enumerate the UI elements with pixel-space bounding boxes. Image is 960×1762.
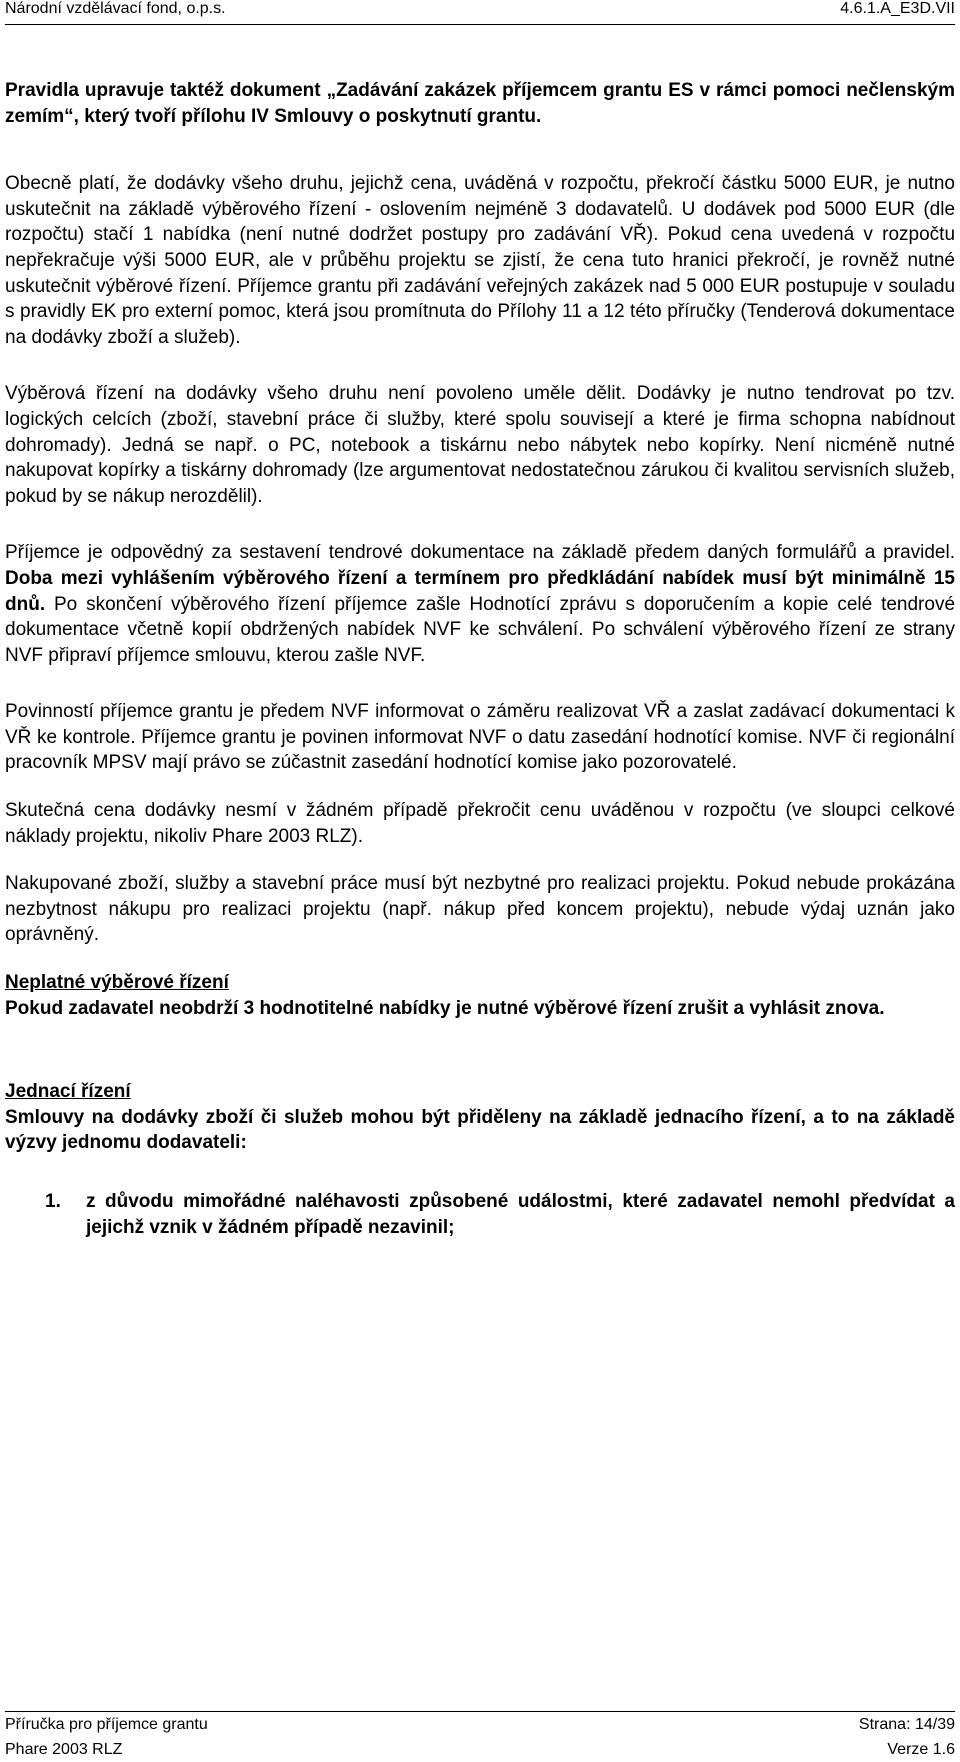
paragraph-threshold-a: Obecně platí, že dodávky všeho druhu, jejichž cena, uváděná v rozpočtu, překročí částku 5000 EUR, je nutno uskutečnit na základě výběrového řízení - oslovením nejméně 3 dodavatelů. <box>5 173 955 220</box>
paragraph-necessity: Nakupované zboží, služby a stavební práce musí být nezbytné pro realizaci projektu. Pokud nebude prokázána nezbytnost nákupu pro realizaci projektu (např. nákup před koncem projektu), nebude výdaj uznán jako oprávněný. <box>5 873 955 946</box>
footer-handbook-title: Příručka pro příjemce grantu <box>5 1716 208 1733</box>
list-item <box>5 1189 955 1240</box>
list-item-number: 1. <box>45 1191 61 1212</box>
paragraph-price-limit: Skutečná cena dodávky nesmí v žádném případě překročit cenu uváděnou v rozpočtu (ve sloupci celkové náklady projektu, nikoliv Phare 2003 RLZ). <box>5 800 955 847</box>
footer-version: Verze 1.6 <box>887 1741 955 1758</box>
page-footer <box>5 1711 955 1762</box>
header-organization: Národní vzdělávací fond, o.p.s. <box>5 0 226 17</box>
page-header <box>5 0 955 25</box>
section-text-invalid-procedure: Pokud zadavatel neobdrží 3 hodnotitelné nabídky je nutné výběrové řízení zrušit a vyhlásit znova. <box>5 997 885 1019</box>
header-document-code: 4.6.1.A_E3D.VII <box>840 0 955 17</box>
footer-page-number: Strana: 14/39 <box>858 1716 955 1733</box>
paragraph-obligations: Povinností příjemce grantu je předem NVF informovat o záměru realizovat VŘ a zaslat zadávací dokumentaci k VŘ ke kontrole. Příjemce grantu je povinen informovat NVF o datu zasedání hodnotící komise. NVF či regionální pracovník MPSV mají právo se zúčastnit zasedání hodnotící komise jako pozorovatelé. <box>5 701 955 774</box>
intro-paragraph: Pravidla upravuje taktéž dokument „Zadávání zakázek příjemcem grantu ES v rámci pomoci nečlenským zemím“, který tvoří přílohu IV Smlouvy o poskytnutí grantu. <box>5 80 955 127</box>
paragraph-threshold-b: U dodávek pod 5000 EUR (dle rozpočtu) stačí 1 nabídka (není nutné dodržet postupy pro zadávání VŘ). <box>5 198 956 246</box>
paragraph-tender-a: Příjemce je odpovědný za sestavení tendrové dokumentace na základě předem daných formulářů a pravidel. <box>5 542 955 564</box>
section-heading-negotiated-procedure: Jednací řízení <box>5 1081 131 1103</box>
paragraph-tender-c: Po skončení výběrového řízení příjemce zašle Hodnotící zprávu s doporučením a kopie celé tendrové dokumentace včetně kopií obdržených nabídek NVF ke schválení. Po schválení výběrového řízení ze strany NVF připraví příjemce smlouvu, kterou zašle NVF. <box>5 593 956 666</box>
list-item-text: z důvodu mimořádné naléhavosti způsobené událostmi, které zadavatel nemohl předvídat a jejichž vznik v žádném případě nezavinil; <box>86 1191 955 1238</box>
paragraph-tender-deadline-bold: Doba mezi vyhlášením výběrového řízení a termínem pro předkládání nabídek musí být minimálně 15 dnů. <box>5 567 955 615</box>
section-heading-invalid-procedure: Neplatné výběrové řízení <box>5 972 229 994</box>
paragraph-threshold <box>5 171 955 350</box>
paragraph-threshold-d: Příjemce grantu při zadávání veřejných zakázek nad 5 000 EUR postupuje v souladu s pravidly EK pro externí pomoc, která jsou promítnuta do Přílohy 11 a 12 této příručky (Tenderová dokumentace na dodávky zboží a služeb). <box>5 275 956 348</box>
paragraph-tender-documentation <box>5 540 955 668</box>
paragraph-threshold-c: Pokud cena uvedená v rozpočtu nepřekračuje výši 5000 EUR, ale v průběhu projektu se zjistí, že cena tuto hranici překročí, je rovněž nutné uskutečnit výběrové řízení. <box>5 224 956 297</box>
section-text-negotiated-procedure: Smlouvy na dodávky zboží či služeb mohou být přiděleny na základě jednacího řízení, a to na základě výzvy jednomu dodavateli: <box>5 1106 955 1154</box>
paragraph-splitting: Výběrová řízení na dodávky všeho druhu není povoleno uměle dělit. Dodávky je nutno tendrovat po tzv. logických celcích (zboží, stavební práce či služby, které spolu souvisejí a které je firma schopna nabídnout dohromady). Jedná se např. o PC, notebook a tiskárnu nebo nábytek nebo kopírky. Není nicméně nutné nakupovat kopírky a tiskárny dohromady (lze argumentovat nedostatečnou zárukou či kvalitou servisních služeb, pokud by se nákup nerozdělil). <box>5 383 955 507</box>
page-content <box>5 78 955 1240</box>
footer-program: Phare 2003 RLZ <box>5 1741 123 1758</box>
